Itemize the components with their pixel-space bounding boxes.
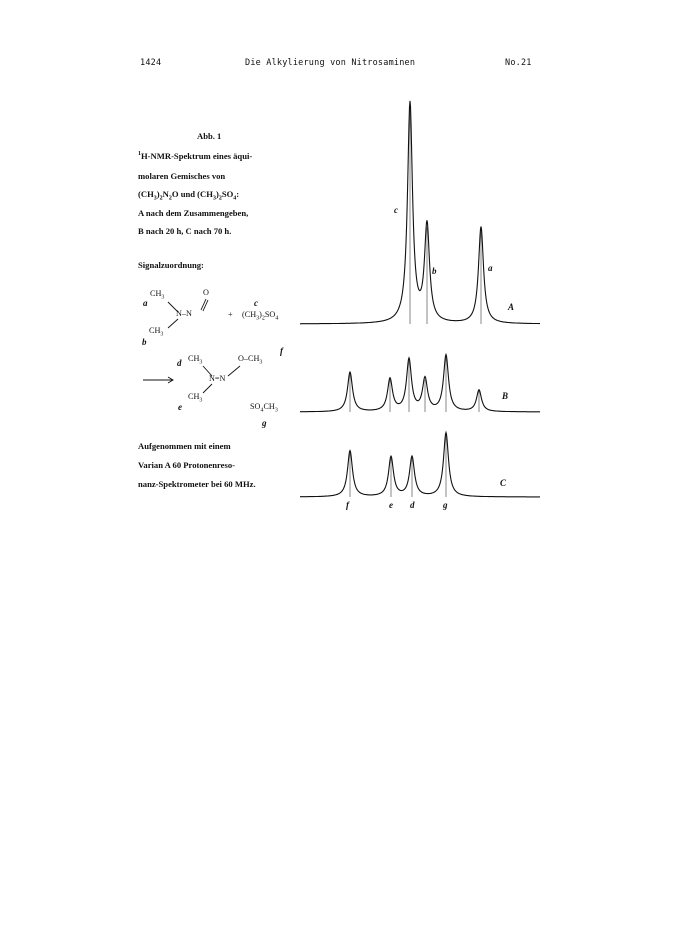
trace-label-B: B xyxy=(502,391,509,401)
peak-label-C-g: g xyxy=(443,500,448,510)
bond-o xyxy=(228,366,240,376)
bond-b xyxy=(168,319,178,328)
label-f: f xyxy=(280,346,283,356)
methyl-group-b: $CH_3$ xyxy=(149,326,164,338)
spectrum-trace-C xyxy=(300,433,540,497)
peak-label-C-e: e xyxy=(389,500,393,510)
figure-label: Abb. 1 xyxy=(197,131,222,141)
spectrum-trace-A xyxy=(300,101,540,324)
label-b: b xyxy=(142,337,147,347)
bond-no-1 xyxy=(201,299,206,310)
caption-formula: $(CH_3)_2N_2O$ und $(CH_3)_2SO_4$: xyxy=(138,189,240,202)
azo-group: N=N xyxy=(209,374,226,383)
assignment-heading: Signalzuordnung: xyxy=(138,260,204,270)
bond-d xyxy=(203,366,212,376)
methyl-group-d: $CH_3$ xyxy=(188,354,203,366)
caption-line-2: molaren Gemisches von xyxy=(138,171,226,181)
instrument-note-2: Varian A 60 Protonenreso- xyxy=(138,460,236,470)
methyl-sulfate-anion: $SO_4CH_3$ xyxy=(250,402,278,414)
trace-label-A: A xyxy=(508,302,515,312)
label-e: e xyxy=(178,402,182,412)
label-a: a xyxy=(143,298,148,308)
peak-label-C-d: d xyxy=(410,500,415,510)
methyl-group-e: $CH_3$ xyxy=(188,392,203,404)
peak-label-A-c: c xyxy=(394,205,398,215)
peak-label-A-a: a xyxy=(488,263,493,273)
methyl-group-a: $CH_3$ xyxy=(150,289,165,301)
dimethyl-sulfate: $(CH_3)_2SO_4$ xyxy=(242,310,279,322)
running-title: Die Alkylierung von Nitrosaminen xyxy=(245,58,416,68)
issue-number: No.21 xyxy=(505,58,532,68)
bond-a xyxy=(168,302,178,312)
instrument-note-1: Aufgenommen mit einem xyxy=(138,441,231,451)
methoxy-group: $O-CH_3$ xyxy=(238,354,263,366)
plus-sign: + xyxy=(228,310,233,319)
peak-label-A-b: b xyxy=(432,266,437,276)
trace-label-C: C xyxy=(500,478,507,488)
page-number: 1424 xyxy=(140,58,162,68)
peak-label-C-f: f xyxy=(346,500,349,510)
oxygen-atom: O xyxy=(203,288,209,297)
spectrum-trace-B xyxy=(300,355,540,412)
label-d: d xyxy=(177,358,182,368)
bond-no-2 xyxy=(203,300,208,311)
nitroso-group: N–N xyxy=(176,309,192,318)
caption-line-5: B nach 20 h, C nach 70 h. xyxy=(138,226,232,236)
caption-line-1: $^1$H-NMR-Spektrum eines äqui- xyxy=(138,151,253,161)
caption-line-4: A nach dem Zusammengeben, xyxy=(138,208,249,218)
bond-e xyxy=(203,384,212,393)
label-c: c xyxy=(254,298,258,308)
label-g: g xyxy=(262,418,267,428)
instrument-note-3: nanz-Spektrometer bei 60 MHz. xyxy=(138,479,256,489)
